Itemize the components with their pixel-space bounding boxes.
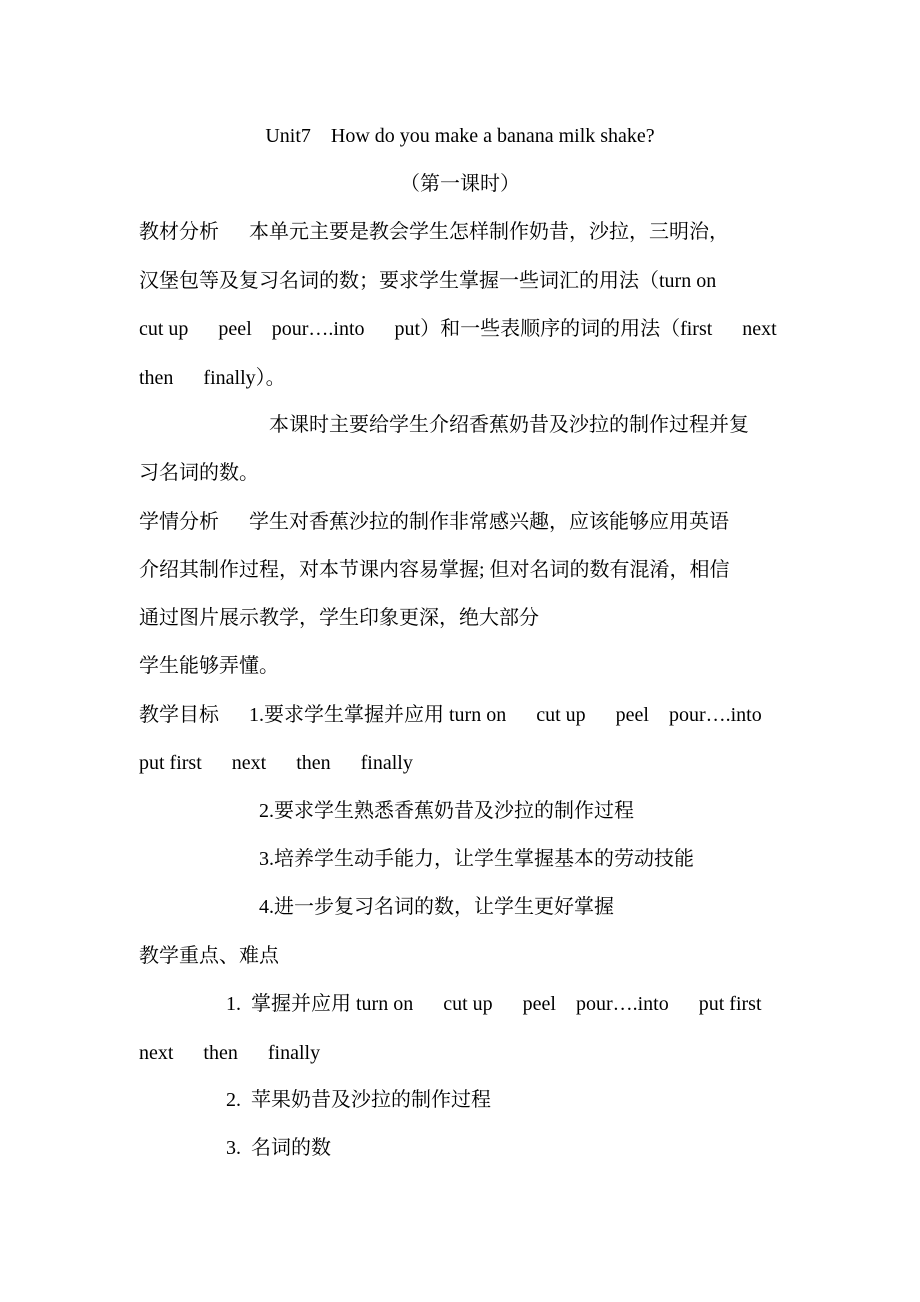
paragraph-line: 学生能够弄懂。 <box>139 655 279 677</box>
paragraph-line: 介绍其制作过程，对本节课内容易掌握; 但对名词的数有混淆，相信 <box>139 559 730 581</box>
list-item: 3. 名词的数 <box>226 1137 331 1159</box>
paragraph-line: 教学目标 1.要求学生掌握并应用 turn on cut up peel pour….into <box>139 704 762 726</box>
paragraph-line: 习名词的数。 <box>139 462 259 484</box>
paragraph-line: 汉堡包等及复习名词的数；要求学生掌握一些词汇的用法（turn on <box>139 270 717 292</box>
list-item: 4.进一步复习名词的数，让学生更好掌握 <box>259 896 614 918</box>
paragraph-line: put first next then finally <box>139 752 413 774</box>
paragraph-line: next then finally <box>139 1042 321 1064</box>
list-item: 1. 掌握并应用 turn on cut up peel pour….into put first <box>226 993 762 1015</box>
paragraph-line: 教材分析 本单元主要是教会学生怎样制作奶昔，沙拉，三明治， <box>139 221 729 243</box>
paragraph-line: 通过图片展示教学，学生印象更深，绝大部分 <box>139 607 539 629</box>
paragraph-line: then finally）。 <box>139 367 286 389</box>
paragraph-line: cut up peel pour….into put）和一些表顺序的词的用法（first next <box>139 318 777 340</box>
section-heading: 教学重点、难点 <box>139 945 279 967</box>
paragraph-line: 本课时主要给学生介绍香蕉奶昔及沙拉的制作过程并复 <box>269 414 749 436</box>
list-item: 2. 苹果奶昔及沙拉的制作过程 <box>226 1089 491 1111</box>
paragraph-line: 学情分析 学生对香蕉沙拉的制作非常感兴趣，应该能够应用英语 <box>139 511 729 533</box>
list-item: 2.要求学生熟悉香蕉奶昔及沙拉的制作过程 <box>259 800 634 822</box>
document-title: Unit7 How do you make a banana milk shake? <box>265 125 655 147</box>
lesson-subtitle: （第一课时） <box>400 173 520 195</box>
list-item: 3.培养学生动手能力，让学生掌握基本的劳动技能 <box>259 848 694 870</box>
